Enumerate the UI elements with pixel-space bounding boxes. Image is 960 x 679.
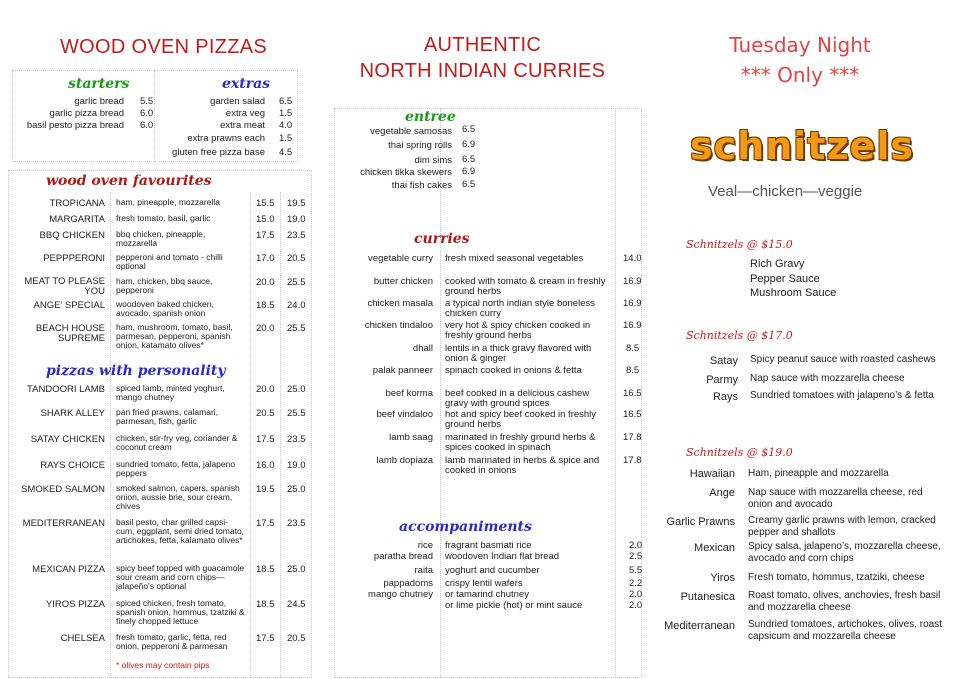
curry-name: chicken tindaloo [364,320,433,331]
pizza-price-large: 25.0 [287,384,306,395]
list-item-price: 6.9 [462,139,476,150]
schnitzel-name: Parmy [706,374,738,386]
curry-price: 14.0 [623,253,642,264]
list-item: garden salad [210,96,265,107]
pizza-price-large: 23.5 [287,230,306,241]
schnitzel-desc: Ham, pineapple and mozzarella [748,468,889,479]
list-item-price: 6.5 [279,96,293,107]
list-item-desc: yoghurt and cucumber [445,565,540,576]
pizza-price-small: 20.0 [256,323,275,334]
list-item: garlic pizza bread [49,108,124,119]
schnitzel-desc: Sundried tomatoes, artichokes, olives, roast capsicum and mozzarella cheese [748,619,942,642]
favourites-heading: wood oven favourites [46,173,212,189]
list-item-price: 6.5 [462,124,476,135]
pizza-price-large: 25.0 [287,564,306,575]
pizza-price-small: 17.5 [256,434,275,445]
pizza-price-large: 24.0 [287,300,306,311]
pizza-price-small: 20.0 [256,277,275,288]
list-item: vegetable samosas [370,126,452,137]
pizza-price-small: 18.5 [256,300,275,311]
list-item: mango chutney [368,589,433,600]
curry-name: chicken masala [367,298,433,309]
curries-heading: curries [414,231,470,247]
curry-name: lamb saag [389,432,433,443]
list-item-desc: fragrant basmati rice [445,540,532,551]
pizza-desc: pepperoni and tomato - chilli optional [116,252,223,271]
pizza-price-large: 23.5 [287,434,306,445]
curry-desc: hot and spicy beef cooked in freshly ground herbs [445,409,597,430]
schnitzel-subtitle: Veal—chicken—veggie [708,183,863,200]
curry-name: vegetable curry [368,253,433,264]
list-item-desc: or tamarind chutney [445,589,529,600]
pizza-price-large: 19.0 [287,214,306,225]
schnitzel-desc: Fresh tomato, hommus, tzatziki, cheese [748,572,925,583]
entree-heading: entree [405,109,456,125]
pizza-price-large: 25.5 [287,408,306,419]
schnitzels-logo: schnitzels [690,124,914,168]
list-item: raita [414,565,433,576]
pizza-desc: pan fried prawns, calamari, parmesan, fish, garlic [116,407,219,426]
extras-heading: extras [222,76,271,92]
list-item: thai fish cakes [391,180,452,191]
schnitzel-desc: Sundried tomatoes with jalapeno’s & fetta [750,390,934,401]
pizza-desc: spicy beef topped with guacamole sour cream and corn chips—jalapeño's optional [116,563,245,591]
pizza-desc: chicken, stir-fry veg, coriander & coconut cream [116,433,238,452]
schnitzel-name: Mediterranean [664,620,735,632]
curry-name: butter chicken [373,276,433,287]
curry-desc: marinated in freshly ground herbs & spices cooked in spinach [445,432,596,453]
tier3-heading: Schnitzels @ $19.0 [686,446,793,459]
list-item: extra veg [225,108,265,119]
pizza-price-large: 23.5 [287,518,306,529]
curry-price: 8.5 [626,365,640,376]
schnitzel-name: Garlic Prawns [666,516,735,528]
list-item-price: 2.0 [629,600,643,611]
curry-desc: beef cooked in a delicious cashew gravy with ground spices [445,388,590,409]
curry-price: 17.8 [623,455,642,466]
schnitzel-desc: Nap sauce with mozzarella cheese [750,373,905,384]
list-item: dim sims [414,155,452,166]
tier2-heading: Schnitzels @ $17.0 [686,329,793,342]
curry-price: 16.9 [623,276,642,287]
pizza-name: BEACH HOUSE SUPREME [35,323,105,344]
pizza-desc: woodoven baked chicken, avocado, spanish onion [116,299,214,318]
list-item: chicken tikka skewers [360,167,452,178]
pizza-price-small: 18.5 [256,564,275,575]
starters-heading: starters [68,76,130,92]
list-item-price: 6.5 [462,179,476,190]
pizza-price-small: 17.0 [256,253,275,264]
sauce-item: Rich Gravy [750,258,805,270]
curry-desc: very hot & spicy chicken cooked in freshly ground herbs [445,320,591,341]
list-item: gluten free pizza base [172,147,265,158]
curry-price: 16.5 [623,409,642,420]
list-item-price: 5.5 [629,565,643,576]
schnitzel-desc: Nap sauce with mozzarella cheese, red onion and avocado [748,487,923,510]
list-item: extra meat [220,120,265,131]
schnitzel-name: Ange [709,487,735,499]
pizza-price-small: 17.5 [256,633,275,644]
list-item-price: 4.0 [279,120,293,131]
schnitzel-desc: Spicy peanut sauce with roasted cashews [750,354,936,365]
pizza-name: YIROS PIZZA [45,599,105,610]
list-item-price: 2.5 [629,551,643,562]
curry-desc: lentils in a thick gravy flavored with onion & ginger [445,343,592,364]
pizza-name: MEDITERRANEAN [22,518,105,529]
schnitzel-desc: Roast tomato, olives, anchovies, fresh basil and mozzarella cheese [748,590,941,613]
schnitzel-desc: Spicy salsa, jalapeno’s, mozzarella cheese, avocado and corn chips [748,541,941,564]
list-item: thai spring rolls [388,140,452,151]
pizza-desc: fresh tomato, garlic, fetta, red onion, pepperoni & parmesan [116,632,228,651]
pizza-name: MEAT TO PLEASE YOU [24,276,105,297]
list-item: pappadoms [383,578,433,589]
list-item-price: 6.0 [140,120,154,131]
pizza-desc: ham, pineapple, mozzarella [116,197,220,207]
schnitzel-name: Yiros [710,572,735,584]
pizza-price-small: 18.5 [256,599,275,610]
pizza-name: MEXICAN PIZZA [32,564,105,575]
tier1-heading: Schnitzels @ $15.0 [686,238,793,251]
pizza-name: CHELSEA [60,633,105,644]
pizza-price-large: 20.5 [287,633,306,644]
curry-price: 8.5 [626,343,640,354]
pizza-name: MARGARITA [49,214,105,225]
pizza-price-large: 24.5 [287,599,306,610]
pizza-price-small: 17.5 [256,230,275,241]
pizza-price-small: 20.0 [256,384,275,395]
list-item-price: 1.5 [279,133,293,144]
pizza-price-small: 19.5 [256,484,275,495]
tuesday-title-line2: *** Only *** [740,63,860,87]
pizza-price-small: 15.5 [256,198,275,209]
pizza-price-large: 25.5 [287,323,306,334]
pizza-price-small: 15.0 [256,214,275,225]
list-item-price: 2.2 [629,578,643,589]
pizza-price-large: 25.5 [287,277,306,288]
accompaniments-heading: accompaniments [399,519,532,535]
pizza-desc: spiced chicken, fresh tomato, spanish onion, hommus, tzatziki & finely chopped lettuce [116,598,245,626]
curry-desc: fresh mixed seasonal vegetables [445,253,584,264]
curry-desc: spinach cooked in onions & fetta [445,365,582,376]
pizza-desc: fresh tomato, basil, garlic [116,213,211,223]
list-item-price: 5.5 [140,96,154,107]
curry-price: 16.9 [623,320,642,331]
pizza-name: BBQ CHICKEN [39,230,105,241]
tuesday-title [700,30,900,90]
pizza-desc: spiced lamb, minted yoghurt, mango chutney [116,383,225,402]
pizza-name: RAYS CHOICE [40,460,105,471]
pizza-name: SATAY CHICKEN [30,434,105,445]
curry-name: palak panneer [372,365,433,376]
schnitzel-name: Putanesica [680,591,735,603]
pizza-desc: bbq chicken, pineapple, mozzarella [116,229,206,248]
pizza-title: WOOD OVEN PIZZAS [60,36,268,58]
curry-title [330,32,635,84]
pizza-desc: ham, chicken, bbq sauce, pepperoni [116,276,213,295]
curry-desc: cooked with tomato & cream in freshly ground herbs [445,276,606,297]
list-item-price: 6.9 [462,166,476,177]
list-item-price: 2.0 [629,589,643,600]
pizza-desc: ham, mushroom, tomato, basil, parmesan, pepperoni, spanish onion, katamato olives* [116,322,233,350]
pizza-price-large: 20.5 [287,253,306,264]
list-item-price: 6.0 [140,108,154,119]
pizza-name: PEPPPERONI [43,253,105,264]
curry-name: dhall [412,343,433,354]
schnitzel-name: Mexican [694,542,735,554]
pizza-price-small: 16.0 [256,460,275,471]
schnitzel-name: Hawaiian [689,468,735,480]
list-item: rice [417,540,433,551]
pizza-price-large: 19.5 [287,198,306,209]
curry-price: 16.9 [623,298,642,309]
curry-price: 17.8 [623,432,642,443]
pizza-desc: sundried tomato, fetta, jalapeno peppers [116,459,236,478]
list-item-desc: crispy lentil wafers [445,578,523,589]
sauce-item: Pepper Sauce [750,273,820,285]
pizza-desc: smoked salmon, capers, spanish onion, aussie brie, sour cream, chives [116,483,240,511]
list-item-price: 4.5 [279,147,293,158]
list-item: garlic bread [74,96,124,107]
curry-title-line2: NORTH INDIAN CURRIES [359,60,606,82]
pizza-price-small: 20.5 [256,408,275,419]
curry-title-line1: AUTHENTIC [423,34,542,56]
list-item-desc: or lime pickle (hot) or mint sauce [445,600,583,611]
list-item: extra prawns each [187,133,265,144]
curry-name: beef vindaloo [376,409,433,420]
curry-desc: a typical north indian style boneless chicken curry [445,298,595,319]
pizza-price-large: 19.0 [287,460,306,471]
pizza-name: TANDOORI LAMB [27,384,105,395]
list-item: basil pesto pizza bread [26,120,124,131]
pizza-name: SHARK ALLEY [40,408,105,419]
pizza-price-small: 17.5 [256,518,275,529]
curry-name: lamb dopiaza [376,455,433,466]
list-item-price: 6.5 [462,154,476,165]
curry-price: 16.5 [623,388,642,399]
pizza-desc: basil pesto, char grilled capsi-cum, eggplant, semi dried tomato, artichokes, fetta, kalamato olives* [116,517,245,545]
sauce-item: Mushroom Sauce [750,287,837,299]
list-item: paratha bread [373,551,433,562]
olives-footnote: * olives may contain pips [116,660,210,670]
personality-heading: pizzas with personality [46,363,226,379]
schnitzel-name: Satay [709,355,738,367]
curry-desc: lamb marinated in herbs & spice and cooked in onions [445,455,600,476]
tuesday-title-line1: Tuesday Night [729,33,871,57]
pizza-name: SMOKED SALMON [21,484,105,495]
pizza-name: ANGE’ SPECIAL [33,300,105,311]
list-item-desc: woodoven Indian flat bread [445,551,560,562]
list-item-price: 2.0 [629,540,643,551]
pizza-price-large: 25.0 [287,484,306,495]
pizza-name: TROPICANA [49,198,105,209]
list-item-price: 1.5 [279,108,293,119]
curry-name: beef korma [385,388,433,399]
schnitzel-name: Rays [712,391,738,403]
schnitzel-desc: Creamy garlic prawns with lemon, cracked pepper and shallots [748,515,936,538]
